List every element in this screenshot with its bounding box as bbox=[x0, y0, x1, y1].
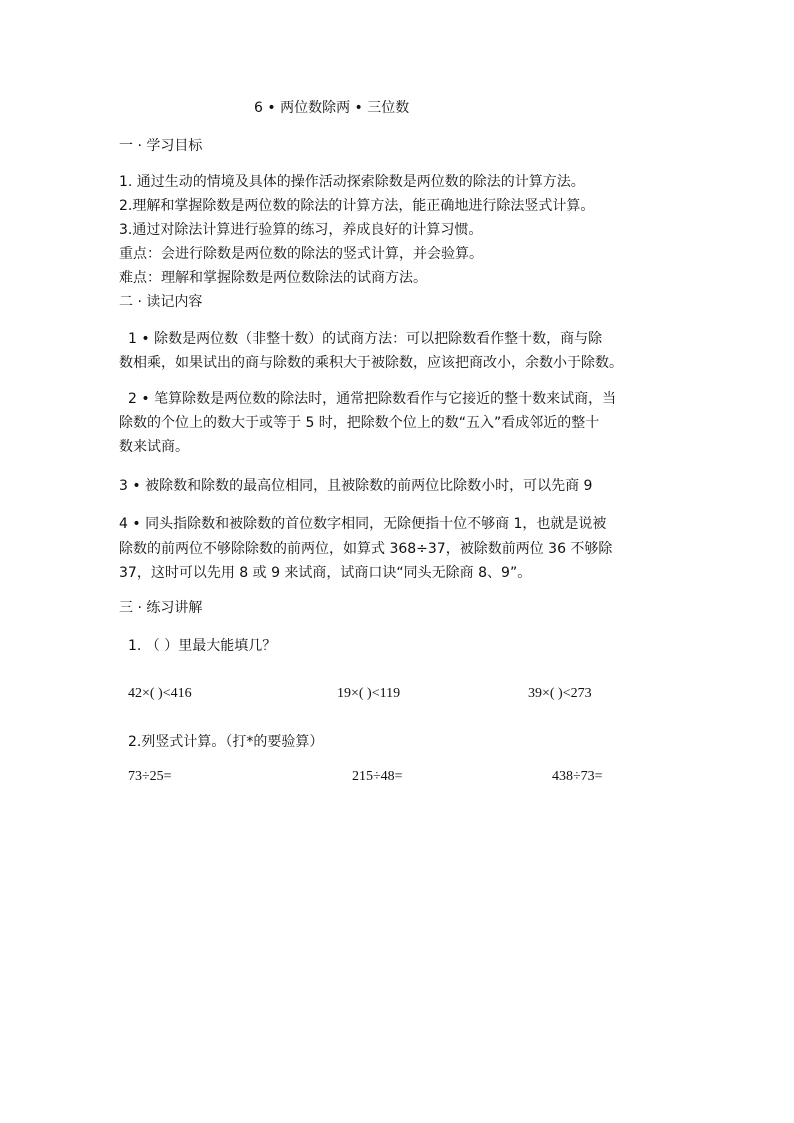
section-heading-exercises: 三 · 练习讲解 bbox=[119, 600, 203, 616]
fill-blank-item-3: 39×( )<273 bbox=[528, 686, 592, 701]
section-heading-learning-goals: 一 · 学习目标 bbox=[119, 138, 203, 154]
paragraph-1-line-1: 1 • 除数是两位数（非整十数）的试商方法：可以把除数看作整十数，商与除 bbox=[128, 331, 603, 347]
goal-item-2: 2.理解和掌握除数是两位数的除法的计算方法，能正确地进行除法竖式计算。 bbox=[119, 198, 595, 214]
goal-item-1: 1. 通过生动的情境及具体的操作活动探索除数是两位数的除法的计算方法。 bbox=[119, 174, 585, 190]
paragraph-1-line-2: 数相乘，如果试出的商与除数的乘积大于被除数，应该把商改小，余数小于除数。 bbox=[119, 355, 623, 371]
paragraph-4-line-1: 4 • 同头指除数和被除数的首位数字相同，无除便指十位不够商 1，也就是说被 bbox=[119, 516, 607, 532]
paragraph-4-line-2: 除数的前两位不够除除数的前两位，如算式 368÷37，被除数前两位 36 不够除 bbox=[119, 541, 613, 557]
paragraph-2-line-2: 除数的个位上的数大于或等于 5 时，把除数个位上的数“五入”看成邻近的整十 bbox=[119, 415, 600, 431]
fill-blank-item-2: 19×( )<119 bbox=[337, 686, 401, 701]
difficult-point: 难点：理解和掌握除数是两位数除法的试商方法。 bbox=[119, 270, 427, 286]
fill-blank-item-1: 42×( )<416 bbox=[128, 686, 192, 701]
section-heading-reading-content: 二 · 读记内容 bbox=[119, 294, 203, 310]
calc-item-1: 73÷25= bbox=[128, 769, 172, 784]
question-2: 2.列竖式计算。（打*的要验算） bbox=[128, 734, 324, 750]
key-point: 重点：会进行除数是两位数的除法的竖式计算，并会验算。 bbox=[119, 246, 483, 262]
calc-item-3: 438÷73= bbox=[552, 769, 603, 784]
paragraph-3: 3 • 被除数和除数的最高位相同，且被除数的前两位比除数小时，可以先商 9 bbox=[119, 478, 593, 494]
document-title: 6 • 两位数除两 • 三位数 bbox=[254, 100, 410, 116]
goal-item-3: 3.通过对除法计算进行验算的练习，养成良好的计算习惯。 bbox=[119, 222, 483, 238]
paragraph-2-line-1: 2 • 笔算除数是两位数的除法时，通常把除数看作与它接近的整十数来试商，当 bbox=[128, 391, 617, 407]
calc-item-2: 215÷48= bbox=[352, 769, 403, 784]
question-1: 1. （ ）里最大能填几？ bbox=[128, 638, 277, 654]
paragraph-4-line-3: 37，这时可以先用 8 或 9 来试商，试商口诀“同头无除商 8、9”。 bbox=[119, 565, 532, 581]
paragraph-2-line-3: 数来试商。 bbox=[119, 439, 189, 455]
